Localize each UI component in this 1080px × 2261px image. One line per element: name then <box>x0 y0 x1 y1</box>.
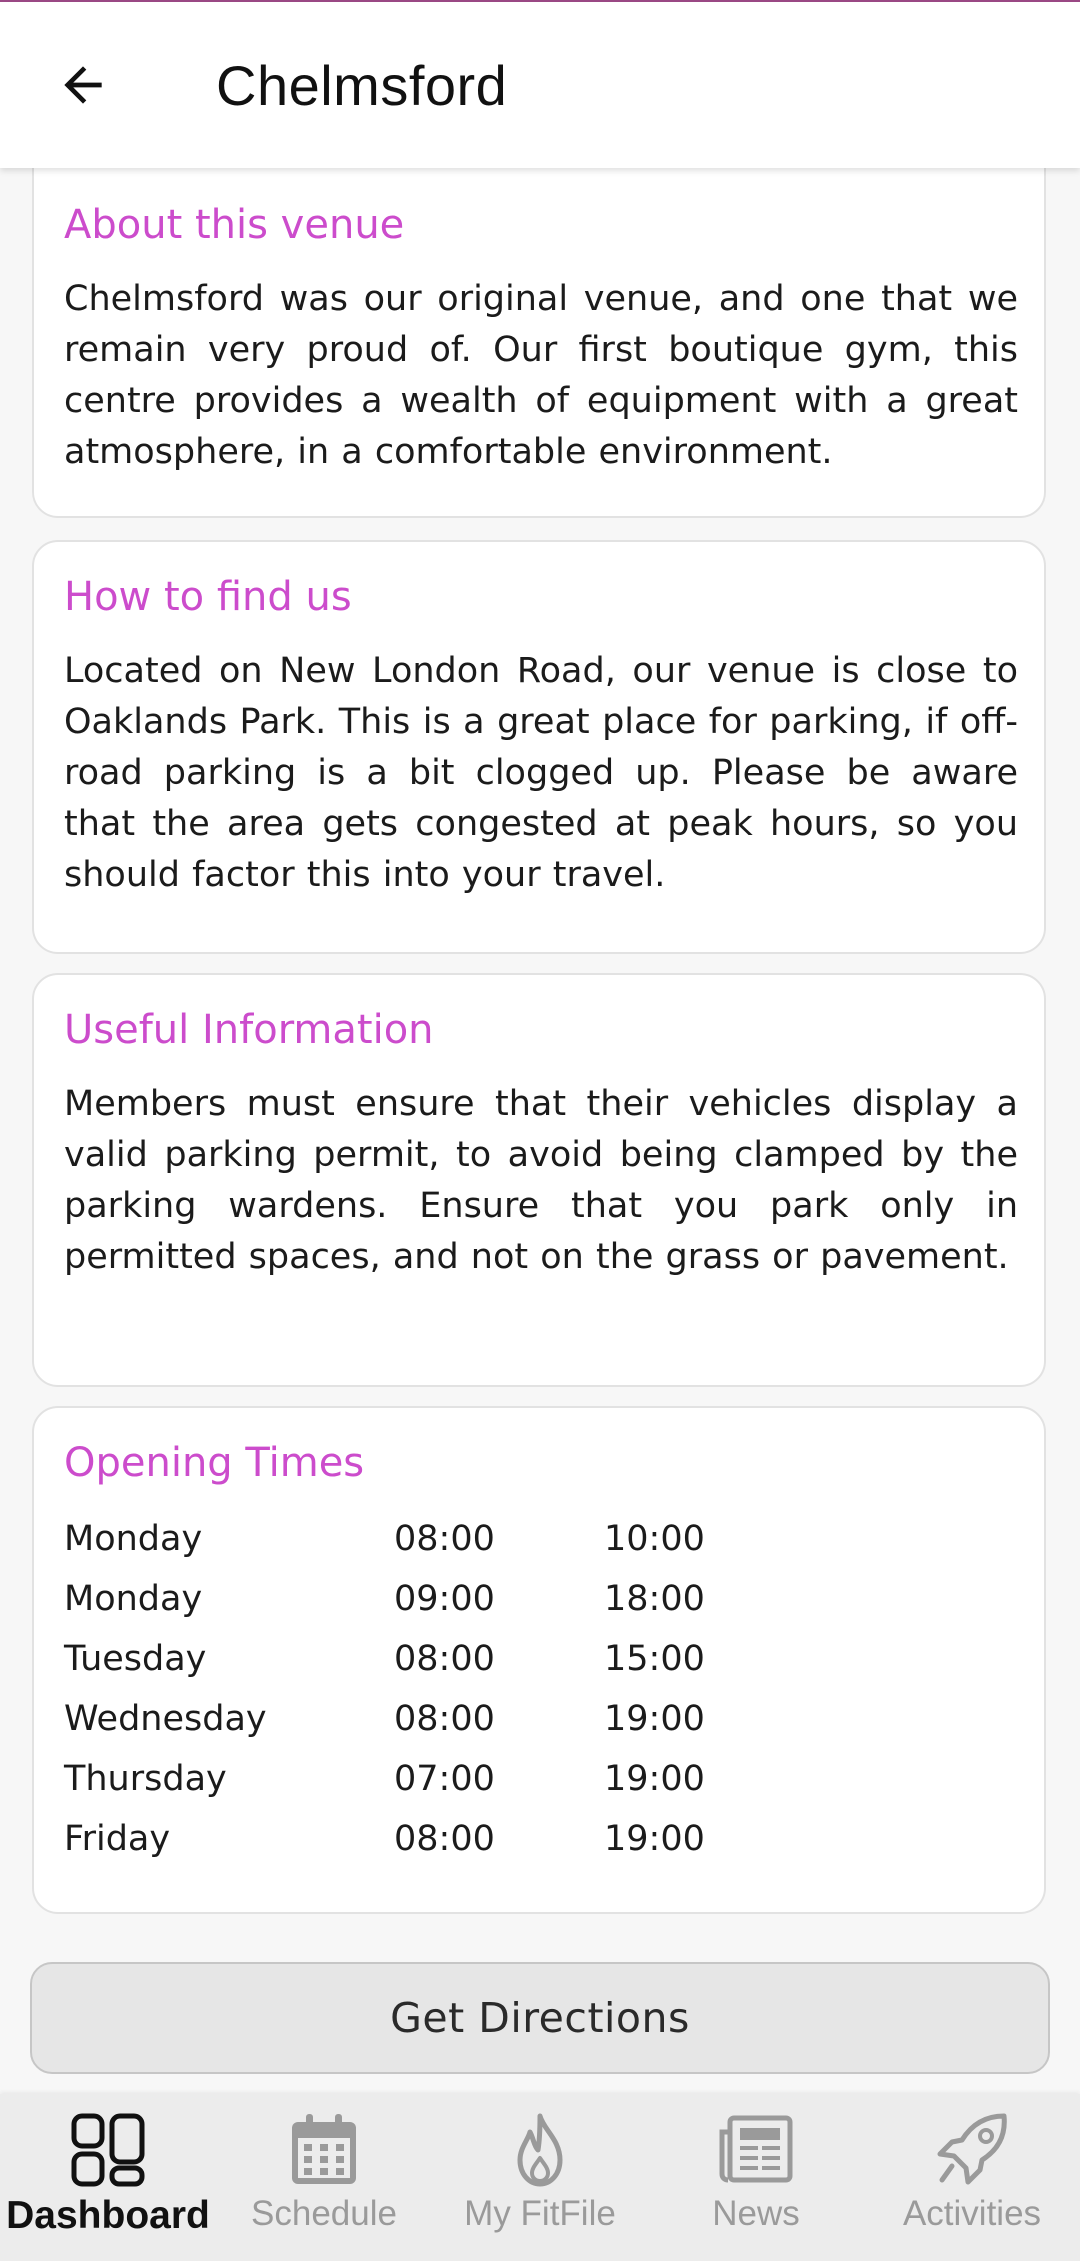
hours-row <box>64 1694 964 1744</box>
hours-open: 08:00 <box>394 1819 495 1859</box>
about-venue-text: Chelmsford was our original venue, and one that we remain very proud of. Our first boutique gym, this centre provides a wealth of equipment with a great atmosphere, in a comfortable environment. <box>64 279 1018 472</box>
hours-day: Friday <box>64 1819 171 1859</box>
hours-day: Wednesday <box>64 1699 267 1739</box>
back-button[interactable] <box>40 42 126 128</box>
useful-info-title: Useful Information <box>64 1007 434 1053</box>
useful-info-text: Members must ensure that their vehicles display a valid parking permit, to avoid being clamped by the parking wardens. Ensure that you park only in permitted spaces, and not on the grass or pavement. <box>64 1084 1018 1277</box>
arrow-left-icon <box>55 57 111 113</box>
dashboard-icon <box>68 2110 148 2190</box>
nav-label: News <box>712 2194 800 2233</box>
about-venue-card <box>32 168 1046 518</box>
nav-item-my-fitfile[interactable] <box>432 2094 648 2261</box>
hours-close: 18:00 <box>604 1579 705 1619</box>
nav-label: Dashboard <box>6 2194 210 2237</box>
hours-day: Monday <box>64 1519 203 1559</box>
bottom-navigation <box>0 2094 1080 2261</box>
nav-item-activities[interactable] <box>864 2094 1080 2261</box>
newspaper-icon <box>716 2110 796 2190</box>
about-venue-title: About this venue <box>64 202 405 248</box>
find-us-text: Located on New London Road, our venue is close to Oaklands Park. This is a great place for parking, if off-road parking is a bit clogged up. Please be aware that the area gets congested at peak hours, so you should factor this into your travel. <box>64 651 1018 895</box>
page-title: Chelmsford <box>216 54 508 117</box>
calendar-icon <box>284 2110 364 2190</box>
hours-close: 19:00 <box>604 1819 705 1859</box>
find-us-title: How to find us <box>64 574 352 620</box>
hours-close: 15:00 <box>604 1639 705 1679</box>
hours-row <box>64 1574 964 1624</box>
hours-row <box>64 1814 964 1864</box>
hours-open: 07:00 <box>394 1759 495 1799</box>
nav-label: Activities <box>902 2194 1042 2233</box>
get-directions-button[interactable]: Get Directions <box>30 1962 1050 2074</box>
venue-content[interactable] <box>0 168 1080 2094</box>
hours-row <box>64 1634 964 1684</box>
useful-info-card <box>32 973 1046 1387</box>
hours-day: Monday <box>64 1579 203 1619</box>
hours-close: 10:00 <box>604 1519 705 1559</box>
hours-close: 19:00 <box>604 1699 705 1739</box>
nav-item-news[interactable] <box>648 2094 864 2261</box>
nav-label: My FitFile <box>464 2194 616 2233</box>
nav-item-schedule[interactable] <box>216 2094 432 2261</box>
opening-times-title: Opening Times <box>64 1440 365 1486</box>
flame-icon <box>500 2110 580 2190</box>
rocket-icon <box>932 2110 1012 2190</box>
nav-label: Schedule <box>251 2194 397 2233</box>
app-bar <box>0 2 1080 168</box>
find-us-card <box>32 540 1046 954</box>
hours-row <box>64 1754 964 1804</box>
hours-open: 08:00 <box>394 1519 495 1559</box>
hours-day: Tuesday <box>64 1639 207 1679</box>
hours-open: 08:00 <box>394 1639 495 1679</box>
hours-open: 08:00 <box>394 1699 495 1739</box>
hours-row <box>64 1514 964 1564</box>
hours-open: 09:00 <box>394 1579 495 1619</box>
hours-close: 19:00 <box>604 1759 705 1799</box>
nav-item-dashboard[interactable] <box>0 2094 216 2261</box>
hours-day: Thursday <box>64 1759 227 1799</box>
opening-times-card <box>32 1406 1046 1914</box>
